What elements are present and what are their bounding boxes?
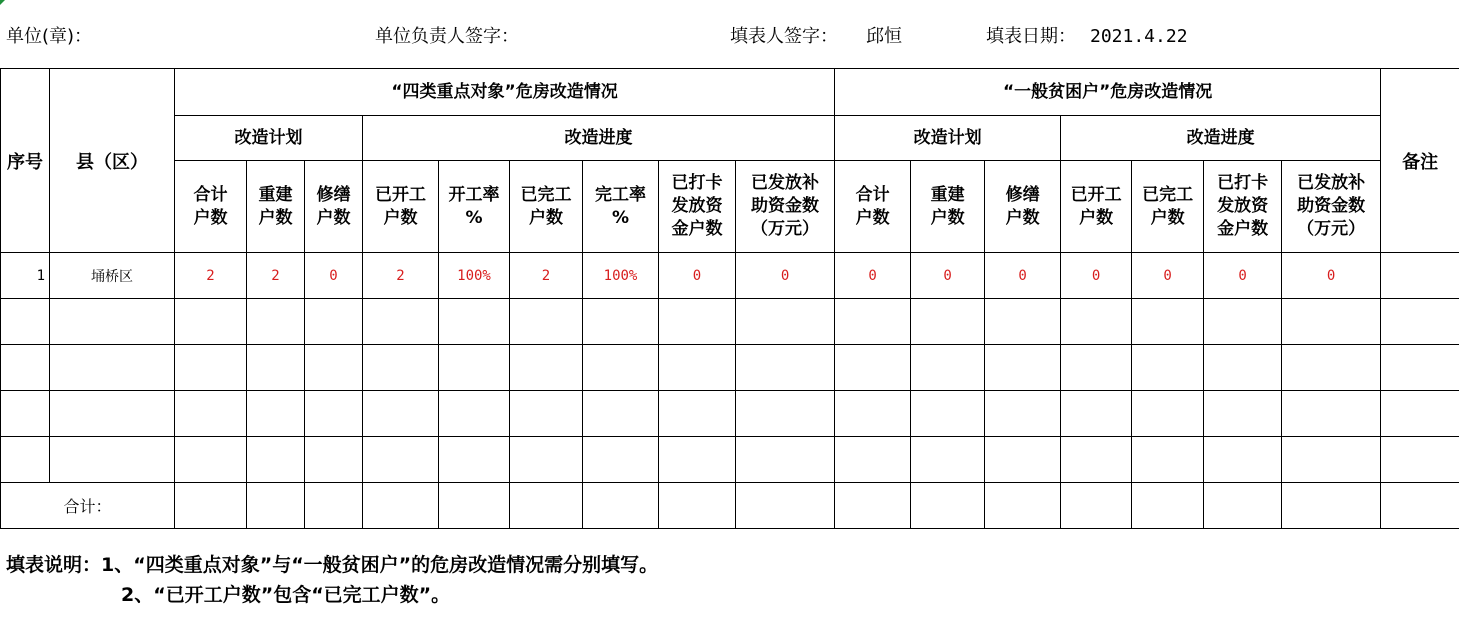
empty-cell[interactable]: [911, 299, 985, 345]
row-seq[interactable]: 1: [1, 253, 50, 299]
empty-cell[interactable]: [1061, 437, 1132, 483]
row-cell[interactable]: 0: [1132, 253, 1204, 299]
empty-cell[interactable]: [911, 391, 985, 437]
header-a-start-rate: 开工率 %: [439, 161, 510, 253]
row-cell[interactable]: 100%: [439, 253, 510, 299]
empty-cell[interactable]: [50, 391, 175, 437]
empty-cell[interactable]: [510, 437, 583, 483]
row-cell[interactable]: 0: [911, 253, 985, 299]
empty-cell[interactable]: [305, 437, 363, 483]
empty-cell[interactable]: [1, 345, 50, 391]
row-cell[interactable]: 2: [175, 253, 247, 299]
row-cell[interactable]: 0: [1061, 253, 1132, 299]
empty-cell[interactable]: [247, 345, 305, 391]
empty-cell[interactable]: [247, 437, 305, 483]
header-a-rebuild-households: 重建 户数: [247, 161, 305, 253]
fill-date-value: 2021.4.22: [1090, 26, 1188, 47]
empty-cell[interactable]: [985, 391, 1061, 437]
total-cell[interactable]: [1381, 483, 1459, 529]
empty-cell[interactable]: [439, 391, 510, 437]
header-seq: 序号: [1, 69, 50, 253]
empty-row: [1, 299, 1459, 345]
empty-cell[interactable]: [1132, 299, 1204, 345]
total-cell[interactable]: [175, 483, 247, 529]
row-cell[interactable]: 0: [659, 253, 736, 299]
header-a-total-households: 合计 户数: [175, 161, 247, 253]
empty-cell[interactable]: [1204, 299, 1282, 345]
filling-instructions: [6, 550, 658, 610]
empty-row: [1, 391, 1459, 437]
empty-cell[interactable]: [175, 437, 247, 483]
total-cell[interactable]: [911, 483, 985, 529]
empty-cell[interactable]: [363, 299, 439, 345]
empty-cell[interactable]: [50, 437, 175, 483]
empty-cell[interactable]: [985, 299, 1061, 345]
row-cell[interactable]: 2: [510, 253, 583, 299]
empty-cell[interactable]: [1204, 391, 1282, 437]
table-row: [1, 253, 1459, 299]
row-cell[interactable]: 0: [736, 253, 835, 299]
empty-cell[interactable]: [175, 345, 247, 391]
total-cell[interactable]: [835, 483, 911, 529]
empty-cell[interactable]: [835, 345, 911, 391]
empty-cell[interactable]: [835, 299, 911, 345]
empty-cell[interactable]: [911, 437, 985, 483]
empty-cell[interactable]: [1, 391, 50, 437]
total-row: [1, 483, 1459, 529]
empty-cell[interactable]: [363, 345, 439, 391]
empty-cell[interactable]: [1061, 345, 1132, 391]
empty-cell[interactable]: [659, 299, 736, 345]
header-group-general-poor: “一般贫困户”危房改造情况: [835, 69, 1381, 116]
empty-cell[interactable]: [1381, 391, 1459, 437]
total-cell[interactable]: [247, 483, 305, 529]
header-row-2: [1, 116, 1459, 161]
total-cell[interactable]: [305, 483, 363, 529]
empty-row: [1, 345, 1459, 391]
empty-cell[interactable]: [1132, 391, 1204, 437]
empty-cell[interactable]: [175, 299, 247, 345]
empty-cell[interactable]: [659, 345, 736, 391]
empty-cell[interactable]: [439, 345, 510, 391]
header-b-plan: 改造计划: [835, 116, 1061, 161]
header-a-started-households: 已开工 户数: [363, 161, 439, 253]
empty-cell[interactable]: [1132, 345, 1204, 391]
empty-cell[interactable]: [583, 345, 659, 391]
total-label: 合计：: [1, 483, 175, 529]
empty-cell[interactable]: [1, 299, 50, 345]
total-cell[interactable]: [363, 483, 439, 529]
empty-cell[interactable]: [911, 345, 985, 391]
empty-cell[interactable]: [1132, 437, 1204, 483]
total-cell[interactable]: [985, 483, 1061, 529]
empty-cell[interactable]: [736, 391, 835, 437]
empty-row: [1, 437, 1459, 483]
empty-cell[interactable]: [247, 299, 305, 345]
header-b-progress: 改造进度: [1061, 116, 1381, 161]
header-a-completion-rate: 完工率 %: [583, 161, 659, 253]
header-a-completed-households: 已完工 户数: [510, 161, 583, 253]
empty-cell[interactable]: [1381, 437, 1459, 483]
header-a-plan: 改造计划: [175, 116, 363, 161]
total-cell[interactable]: [1204, 483, 1282, 529]
empty-cell[interactable]: [1282, 299, 1381, 345]
row-cell[interactable]: 0: [985, 253, 1061, 299]
empty-cell[interactable]: [363, 391, 439, 437]
header-remarks: 备注: [1381, 69, 1459, 253]
instruction-line-2: 2、“已开工户数”包含“已完工户数”。: [121, 584, 451, 606]
empty-cell[interactable]: [659, 437, 736, 483]
fill-date-label: 填表日期：: [986, 26, 1076, 47]
form-header-line: [0, 24, 1459, 50]
empty-cell[interactable]: [1204, 345, 1282, 391]
row-cell[interactable]: 0: [835, 253, 911, 299]
empty-cell[interactable]: [510, 299, 583, 345]
row-cell[interactable]: 2: [247, 253, 305, 299]
total-cell[interactable]: [1132, 483, 1204, 529]
row-cell[interactable]: 100%: [583, 253, 659, 299]
unit-head-signature-label: 单位负责人签字：: [375, 26, 519, 47]
header-group-key-targets: “四类重点对象”危房改造情况: [175, 69, 835, 116]
header-b-subsidy-amount: 已发放补 助资金数 （万元）: [1282, 161, 1381, 253]
empty-cell[interactable]: [583, 391, 659, 437]
empty-cell[interactable]: [175, 391, 247, 437]
empty-cell[interactable]: [50, 299, 175, 345]
empty-cell[interactable]: [1381, 345, 1459, 391]
empty-cell[interactable]: [439, 299, 510, 345]
empty-cell[interactable]: [1282, 437, 1381, 483]
header-a-card-paid-households: 已打卡 发放资 金户数: [659, 161, 736, 253]
row-county[interactable]: 埇桥区: [50, 253, 175, 299]
header-b-started-households: 已开工 户数: [1061, 161, 1132, 253]
header-b-card-paid-households: 已打卡 发放资 金户数: [1204, 161, 1282, 253]
total-cell[interactable]: [1061, 483, 1132, 529]
header-b-total-households: 合计 户数: [835, 161, 911, 253]
empty-cell[interactable]: [1061, 391, 1132, 437]
header-county: 县（区）: [50, 69, 175, 253]
total-cell[interactable]: [659, 483, 736, 529]
total-cell[interactable]: [510, 483, 583, 529]
empty-cell[interactable]: [50, 345, 175, 391]
empty-cell[interactable]: [736, 437, 835, 483]
row-cell[interactable]: 0: [305, 253, 363, 299]
empty-cell[interactable]: [510, 345, 583, 391]
total-cell[interactable]: [736, 483, 835, 529]
empty-cell[interactable]: [510, 391, 583, 437]
empty-cell[interactable]: [1061, 299, 1132, 345]
corner-indicator: [0, 0, 5, 5]
empty-cell[interactable]: [439, 437, 510, 483]
empty-cell[interactable]: [659, 391, 736, 437]
header-b-repair-households: 修缮 户数: [985, 161, 1061, 253]
empty-cell[interactable]: [1381, 299, 1459, 345]
row-cell[interactable]: 0: [1282, 253, 1381, 299]
instruction-line-1: 填表说明：1、“四类重点对象”与“一般贫困户”的危房改造情况需分别填写。: [6, 554, 659, 576]
header-a-subsidy-amount: 已发放补 助资金数 （万元）: [736, 161, 835, 253]
empty-cell[interactable]: [583, 299, 659, 345]
empty-cell[interactable]: [1, 437, 50, 483]
empty-cell[interactable]: [247, 391, 305, 437]
empty-cell[interactable]: [835, 437, 911, 483]
empty-cell[interactable]: [835, 391, 911, 437]
total-cell[interactable]: [583, 483, 659, 529]
header-b-completed-households: 已完工 户数: [1132, 161, 1204, 253]
filler-name: 邱恒: [866, 26, 902, 47]
empty-cell[interactable]: [1282, 391, 1381, 437]
empty-cell[interactable]: [1282, 345, 1381, 391]
housing-renovation-table: [0, 68, 1459, 529]
row-remarks[interactable]: [1381, 253, 1459, 299]
empty-cell[interactable]: [583, 437, 659, 483]
empty-cell[interactable]: [1204, 437, 1282, 483]
total-cell[interactable]: [1282, 483, 1381, 529]
row-cell[interactable]: 0: [1204, 253, 1282, 299]
empty-cell[interactable]: [985, 345, 1061, 391]
total-cell[interactable]: [439, 483, 510, 529]
row-cell[interactable]: 2: [363, 253, 439, 299]
unit-seal-label: 单位(章)：: [6, 26, 93, 47]
filler-signature-label: 填表人签字：: [730, 26, 838, 47]
empty-cell[interactable]: [305, 345, 363, 391]
header-a-repair-households: 修缮 户数: [305, 161, 363, 253]
header-a-progress: 改造进度: [363, 116, 835, 161]
empty-cell[interactable]: [736, 345, 835, 391]
empty-cell[interactable]: [736, 299, 835, 345]
empty-cell[interactable]: [305, 391, 363, 437]
empty-cell[interactable]: [305, 299, 363, 345]
empty-cell[interactable]: [363, 437, 439, 483]
empty-cell[interactable]: [985, 437, 1061, 483]
header-row-1: [1, 69, 1459, 116]
header-row-3: [1, 161, 1459, 253]
header-b-rebuild-households: 重建 户数: [911, 161, 985, 253]
